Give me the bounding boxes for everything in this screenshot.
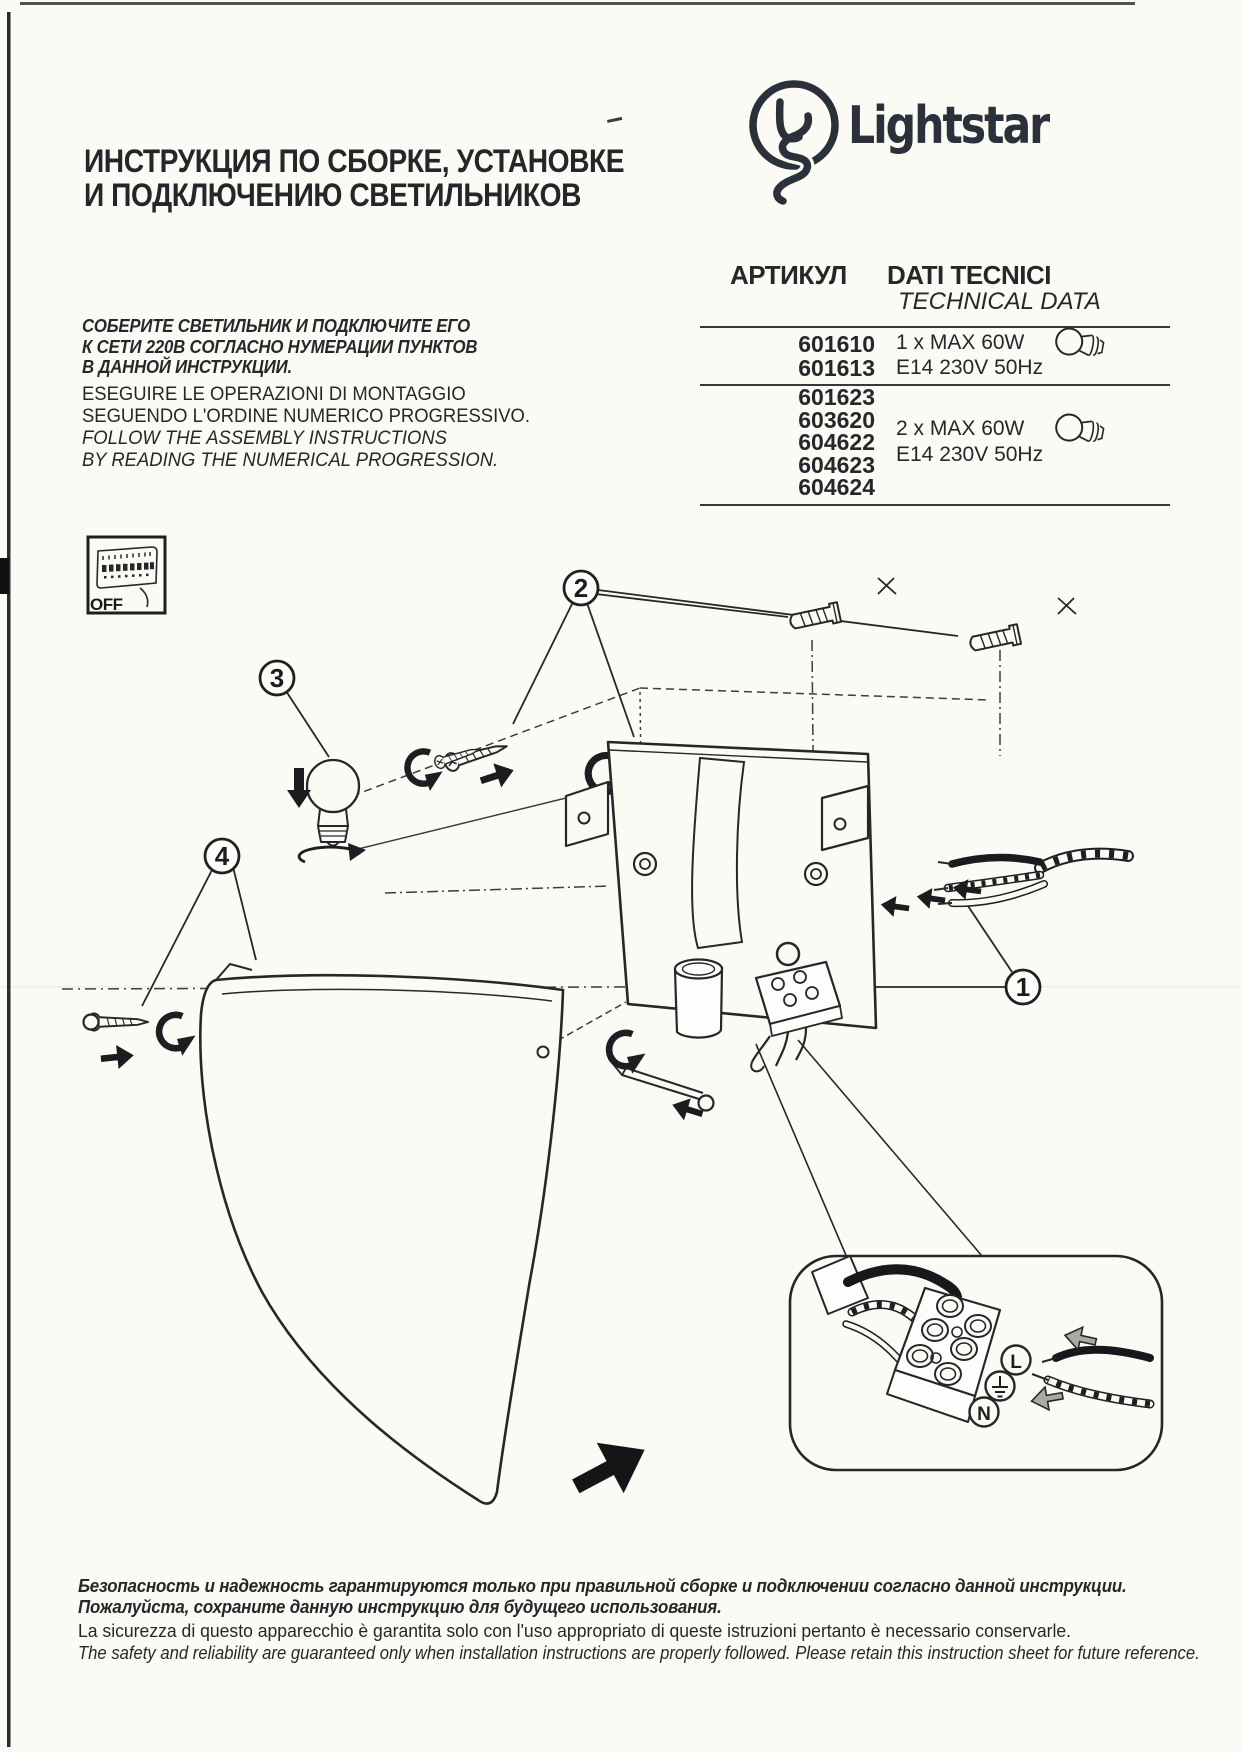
power-off-box (88, 537, 165, 614)
shade-screw (609, 1033, 714, 1125)
note-it-line2: SEGUENDO L'ORDINE NUMERICO PROGRESSIVO. (82, 405, 530, 427)
note-en-line1: FOLLOW THE ASSEMBLY INSTRUCTIONS (82, 427, 447, 449)
page-title (84, 144, 624, 212)
article-list-row2 (700, 386, 875, 499)
brand-name: Lightstar (848, 96, 1049, 156)
spec-voltage: E14 230V 50Hz (896, 356, 1044, 379)
safety-footer (78, 1576, 1218, 1662)
brand-logo (742, 78, 1072, 208)
article-number: 601623 (798, 384, 875, 410)
article-number: 604622 (798, 429, 875, 456)
neutral-label: N (977, 1404, 991, 1425)
bulb-icon (1052, 322, 1114, 366)
spec-row2 (896, 416, 1043, 468)
step-1-label: 1 (1015, 972, 1031, 1002)
technical-data-table (700, 258, 1170, 518)
note-ru-line3: В ДАННОЙ ИНСТРУКЦИИ. (82, 357, 292, 377)
note-ru-line1: СОБЕРИТЕ СВЕТИЛЬНИК И ПОДКЛЮЧИТЕ ЕГО (82, 316, 470, 336)
step-4-label: 4 (214, 841, 230, 871)
note-ru-line2: К СЕТИ 220В СОГЛАСНО НУМЕРАЦИИ ПУНКТОВ (82, 336, 478, 357)
live-label: L (1010, 1352, 1022, 1373)
off-label: OFF (90, 595, 123, 614)
step-3-label: 3 (269, 663, 285, 693)
spec-voltage: E14 230V 50Hz (896, 443, 1044, 466)
inset-pointer (756, 1040, 982, 1260)
rotate-icon (299, 847, 356, 862)
footer-it-line: La sicurezza di questo apparecchio è garantita solo con l'uso appropriato di queste istruzioni pertanto è necessario conservarle. (78, 1620, 1072, 1641)
note-it-line1: ESEGUIRE LE OPERAZIONI DI MONTAGGIO (82, 383, 466, 405)
light-bulb (287, 760, 366, 862)
step-2-label: 2 (573, 573, 589, 603)
article-list-row1 (700, 332, 875, 380)
article-number: 604623 (798, 451, 875, 478)
mains-cable (879, 854, 1128, 919)
footer-en-line: The safety and reliability are guaranteed only when installation instructions are properly followed. Please retain this instruction sheet for future reference. (78, 1642, 1200, 1663)
wiring-inset (790, 1256, 1162, 1470)
spec-wattage: 1 x MAX 60W (896, 331, 1025, 354)
article-number: 603620 (798, 406, 875, 433)
spec-wattage: 2 x MAX 60W (896, 417, 1025, 440)
article-number: 604624 (798, 474, 875, 501)
title-line-1: ИНСТРУКЦИЯ ПО СБОРКЕ, УСТАНОВКЕ (84, 143, 625, 179)
drill-mark-icon (878, 578, 1076, 614)
wall-anchor-icon (788, 602, 841, 632)
assembly-note (82, 316, 530, 472)
glass-shade (200, 964, 563, 1504)
footer-ru-line2: Пожалуйста, сохраните данную инструкцию для будущего использования. (78, 1596, 722, 1617)
bulb-icon (1052, 408, 1114, 452)
article-number: 601610 (798, 331, 875, 357)
wall-anchor-icon (968, 624, 1021, 654)
lightstar-bulb-icon (742, 78, 846, 208)
spec-row1 (896, 330, 1043, 380)
footer-ru-line1: Безопасность и надежность гарантируются только при правильной сборке и подключении согласно данной инструкции. (78, 1576, 1127, 1596)
big-arrow-icon (562, 1424, 658, 1511)
article-number: 601613 (798, 355, 875, 381)
column-article: АРТИКУЛ (730, 260, 847, 290)
column-dati-tecnici: DATI TECNICI (887, 260, 1051, 290)
column-technical-data: TECHNICAL DATA (898, 288, 1101, 315)
note-en-line2: BY READING THE NUMERICAL PROGRESSION. (82, 449, 499, 471)
title-line-2: И ПОДКЛЮЧЕНИЮ СВЕТИЛЬНИКОВ (84, 177, 581, 213)
